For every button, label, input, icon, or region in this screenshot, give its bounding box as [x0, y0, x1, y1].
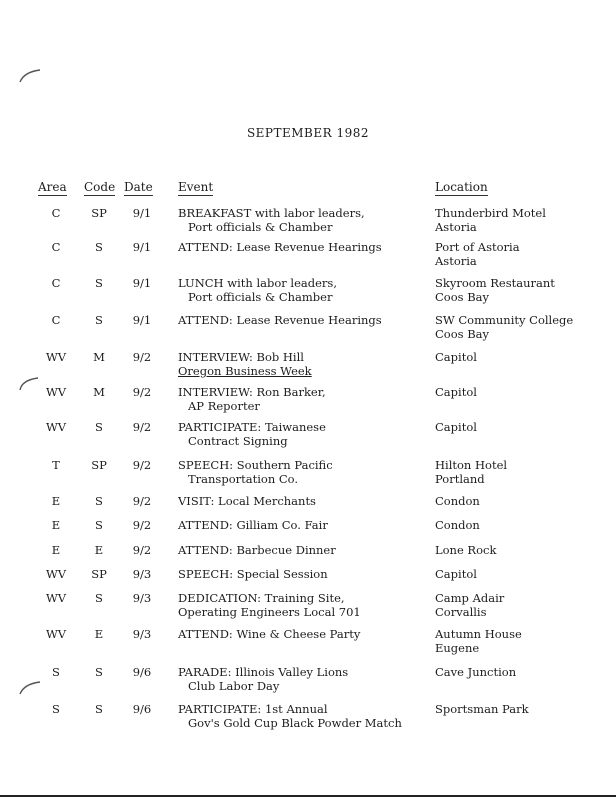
event-line-2: Gov's Gold Cup Black Powder Match: [188, 716, 402, 730]
location-line-1: Capitol: [435, 385, 477, 399]
location-cell: [435, 543, 496, 557]
event-line-2: Contract Signing: [188, 434, 288, 448]
location-cell: [435, 276, 555, 304]
location-cell: [435, 206, 546, 234]
area-cell: WV: [45, 567, 67, 581]
code-cell: S: [95, 702, 103, 716]
date-cell: 9/6: [132, 665, 152, 679]
event-cell: [178, 385, 326, 413]
punch-hole-top: [14, 64, 54, 104]
event-cell: [178, 458, 333, 486]
code-cell: S: [95, 240, 103, 254]
event-line-2: AP Reporter: [188, 399, 260, 413]
location-cell: [435, 702, 529, 716]
location-line-2: Astoria: [435, 254, 477, 268]
location-line-1: Condon: [435, 494, 480, 508]
location-line-1: Skyroom Restaurant: [435, 276, 555, 290]
event-line-1: PARTICIPATE: Taiwanese: [178, 420, 326, 434]
event-line-2: Port officials & Chamber: [188, 220, 333, 234]
code-cell: E: [94, 627, 104, 641]
location-cell: [435, 591, 504, 619]
location-line-1: Condon: [435, 518, 480, 532]
location-line-1: Sportsman Park: [435, 702, 529, 716]
location-cell: [435, 350, 477, 364]
area-cell: WV: [45, 591, 67, 605]
area-cell: WV: [45, 627, 67, 641]
date-cell: 9/2: [132, 543, 152, 557]
event-cell: [178, 518, 328, 532]
event-cell: [178, 350, 312, 378]
location-line-1: Capitol: [435, 420, 477, 434]
location-line-2: Eugene: [435, 641, 480, 655]
location-cell: [435, 420, 477, 434]
event-line-1: ATTEND: Wine & Cheese Party: [178, 627, 361, 641]
code-cell: M: [93, 385, 105, 399]
code-cell: S: [95, 665, 103, 679]
location-cell: [435, 494, 480, 508]
date-cell: 9/3: [132, 627, 152, 641]
location-cell: [435, 665, 516, 679]
date-cell: 9/2: [132, 420, 152, 434]
area-cell: C: [51, 206, 61, 220]
event-line-1: INTERVIEW: Ron Barker,: [178, 385, 326, 399]
location-line-1: Thunderbird Motel: [435, 206, 546, 220]
location-cell: [435, 313, 573, 341]
location-line-1: Autumn House: [435, 627, 522, 641]
location-line-2: Corvallis: [435, 605, 487, 619]
event-line-1: VISIT: Local Merchants: [178, 494, 316, 508]
column-header-area: Area: [38, 180, 67, 194]
event-cell: [178, 276, 337, 304]
area-cell: E: [51, 543, 61, 557]
date-cell: 9/6: [132, 702, 152, 716]
event-line-2: Transportation Co.: [188, 472, 299, 486]
date-cell: 9/2: [132, 494, 152, 508]
location-line-2: Astoria: [435, 220, 477, 234]
date-cell: 9/2: [132, 458, 152, 472]
event-cell: [178, 240, 382, 254]
event-line-1: LUNCH with labor leaders,: [178, 276, 337, 290]
location-cell: [435, 567, 477, 581]
code-cell: S: [95, 313, 103, 327]
location-cell: [435, 627, 522, 655]
event-cell: [178, 420, 326, 448]
date-cell: 9/1: [132, 240, 152, 254]
date-cell: 9/3: [132, 591, 152, 605]
page-bottom-edge: [0, 795, 616, 797]
event-line-1: ATTEND: Gilliam Co. Fair: [178, 518, 328, 532]
location-cell: [435, 518, 480, 532]
area-cell: WV: [45, 350, 67, 364]
date-cell: 9/1: [132, 313, 152, 327]
area-cell: WV: [45, 420, 67, 434]
event-line-1: DEDICATION: Training Site,: [178, 591, 345, 605]
event-cell: [178, 494, 316, 508]
location-line-2: Coos Bay: [435, 290, 490, 304]
event-line-1: PARTICIPATE: 1st Annual: [178, 702, 328, 716]
location-line-1: Cave Junction: [435, 665, 517, 679]
area-cell: S: [52, 702, 60, 716]
event-cell: [178, 627, 360, 641]
code-cell: SP: [91, 458, 107, 472]
code-cell: SP: [91, 206, 107, 220]
code-cell: S: [95, 591, 103, 605]
area-cell: C: [51, 240, 61, 254]
code-cell: E: [94, 543, 104, 557]
code-cell: S: [95, 494, 103, 508]
event-line-1: INTERVIEW: Bob Hill: [178, 350, 304, 364]
code-cell: SP: [91, 567, 107, 581]
location-line-1: Camp Adair: [435, 591, 505, 605]
event-cell: [178, 206, 365, 234]
code-cell: S: [95, 276, 103, 290]
date-cell: 9/2: [132, 385, 152, 399]
location-line-1: SW Community College: [435, 313, 574, 327]
area-cell: E: [51, 494, 61, 508]
column-header-code: Code: [84, 180, 116, 194]
location-line-1: Hilton Hotel: [435, 458, 508, 472]
event-line-1: ATTEND: Barbecue Dinner: [178, 543, 336, 557]
location-line-1: Capitol: [435, 350, 477, 364]
event-line-2: Operating Engineers Local 701: [178, 605, 361, 619]
event-cell: [178, 665, 348, 693]
event-cell: [178, 702, 402, 730]
event-cell: [178, 567, 328, 581]
code-cell: S: [95, 518, 103, 532]
event-line-1: SPEECH: Southern Pacific: [178, 458, 333, 472]
event-line-1: PARADE: Illinois Valley Lions: [178, 665, 349, 679]
location-line-1: Lone Rock: [435, 543, 497, 557]
location-line-2: Coos Bay: [435, 327, 490, 341]
location-line-2: Portland: [435, 472, 485, 486]
area-cell: C: [51, 313, 61, 327]
event-cell: [178, 313, 382, 327]
column-header-event: Event: [178, 180, 214, 194]
event-line-2: Oregon Business Week: [178, 364, 312, 378]
area-cell: WV: [45, 385, 67, 399]
location-cell: [435, 458, 507, 486]
date-cell: 9/1: [132, 276, 152, 290]
event-cell: [178, 543, 336, 557]
event-line-1: SPEECH: Special Session: [178, 567, 328, 581]
location-cell: [435, 240, 520, 268]
event-cell: [178, 591, 361, 619]
page-title: SEPTEMBER 1982: [246, 126, 370, 140]
date-cell: 9/1: [132, 206, 152, 220]
code-cell: S: [95, 420, 103, 434]
date-cell: 9/3: [132, 567, 152, 581]
area-cell: C: [51, 276, 61, 290]
area-cell: S: [52, 665, 60, 679]
date-cell: 9/2: [132, 350, 152, 364]
location-cell: [435, 385, 477, 399]
column-header-date: Date: [124, 180, 153, 194]
code-cell: M: [93, 350, 105, 364]
event-line-2: Club Labor Day: [188, 679, 280, 693]
location-line-1: Capitol: [435, 567, 477, 581]
location-line-1: Port of Astoria: [435, 240, 520, 254]
area-cell: E: [51, 518, 61, 532]
event-line-1: ATTEND: Lease Revenue Hearings: [178, 313, 382, 327]
date-cell: 9/2: [132, 518, 152, 532]
event-line-1: ATTEND: Lease Revenue Hearings: [178, 240, 382, 254]
area-cell: T: [52, 458, 60, 472]
column-header-location: Location: [435, 180, 488, 194]
event-line-2: Port officials & Chamber: [188, 290, 333, 304]
event-line-1: BREAKFAST with labor leaders,: [178, 206, 365, 220]
